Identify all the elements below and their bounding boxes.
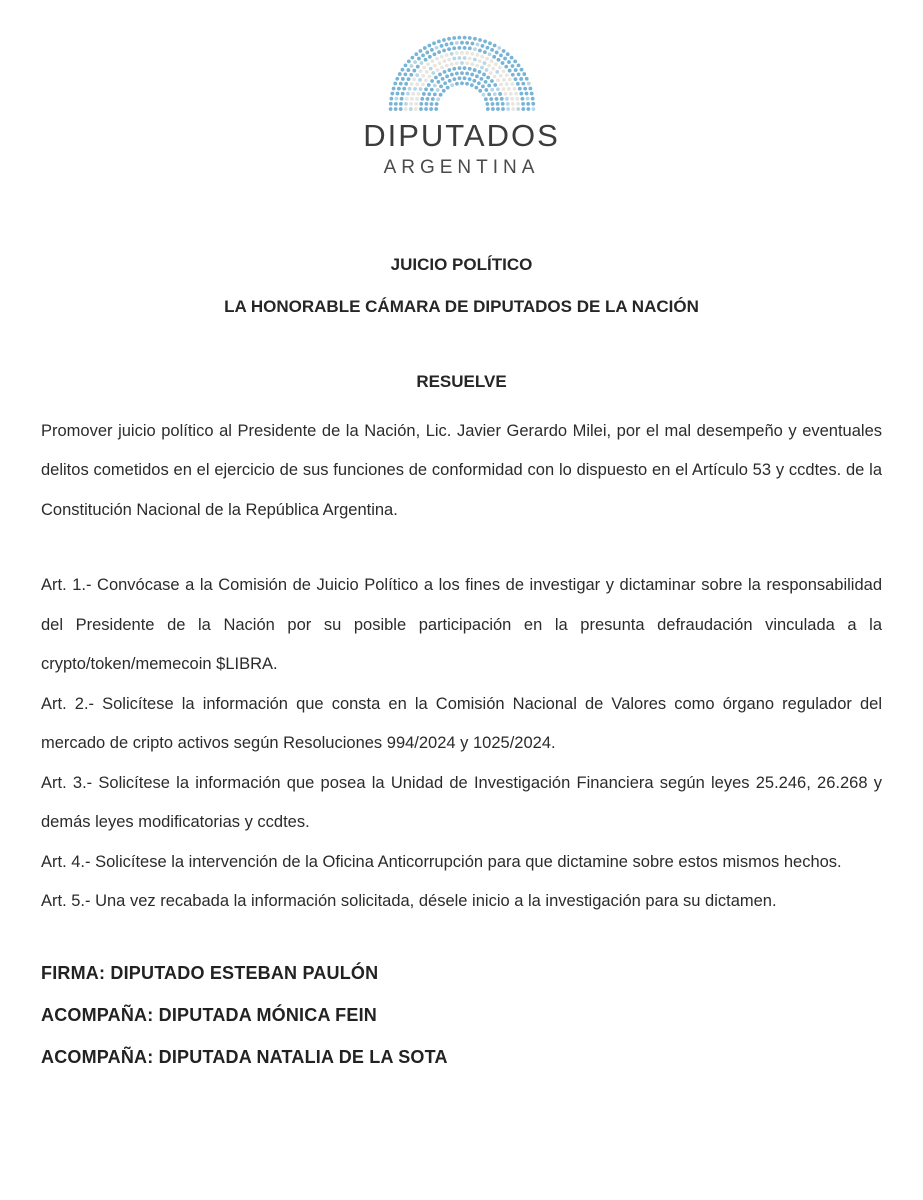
logo-subtitle: ARGENTINA xyxy=(383,156,540,178)
articles-section xyxy=(41,566,882,922)
article-3: Art. 3.- Solicítese la información que posea la Unidad de Investigación Financiera según leyes 25.246, 26.268 y demás leyes modificatorias y ccdtes. xyxy=(41,773,882,832)
article-4: Art. 4.- Solicítese la intervención de la Oficina Anticorrupción para que dictamine sobre estos mismos hechos. xyxy=(41,852,842,871)
article-5: Art. 5.- Una vez recabada la información solicitada, désele inicio a la investigación para su dictamen. xyxy=(41,892,777,911)
parliament-hemicycle-icon xyxy=(386,33,538,113)
chamber-logo xyxy=(41,0,882,177)
intro-paragraph: Promover juicio político al Presidente de la Nación, Lic. Javier Gerardo Milei, por el mal desempeño y eventuales delitos cometidos en el ejercicio de sus funciones de conformidad con lo dispuesto en el Artículo 53 y ccdtes. de la Constitución Nacional de la República Argentina. xyxy=(41,421,882,519)
signatures-section xyxy=(41,952,882,1078)
document-subtitle: LA HONORABLE CÁMARA DE DIPUTADOS DE LA NACIÓN xyxy=(224,297,699,317)
article-1: Art. 1.- Convócase a la Comisión de Juicio Político a los fines de investigar y dictaminar sobre la responsabilidad del Presidente de la Nación por su posible participación en la presunta defraudación vinculada a la crypto/token/memecoin $LIBRA. xyxy=(41,576,882,674)
signature-acompana-1: ACOMPAÑA: DIPUTADA MÓNICA FEIN xyxy=(41,1004,377,1025)
signature-acompana-2: ACOMPAÑA: DIPUTADA NATALIA DE LA SOTA xyxy=(41,1046,448,1067)
document-title: JUICIO POLÍTICO xyxy=(390,255,533,275)
resolve-heading: RESUELVE xyxy=(416,371,507,391)
signature-firma: FIRMA: DIPUTADO ESTEBAN PAULÓN xyxy=(41,962,379,983)
article-2: Art. 2.- Solicítese la información que consta en la Comisión Nacional de Valores como órgano regulador del mercado de cripto activos según Resoluciones 994/2024 y 1025/2024. xyxy=(41,694,882,753)
logo-title: DIPUTADOS xyxy=(363,118,560,153)
